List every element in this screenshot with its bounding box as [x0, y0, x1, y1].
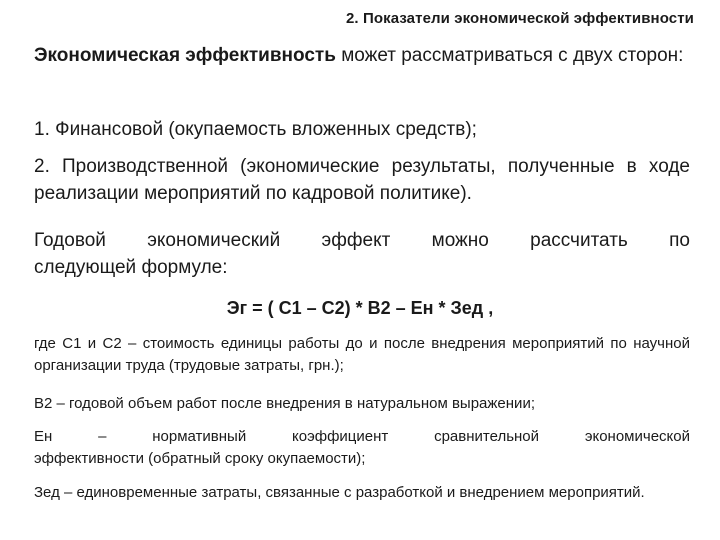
formula: Эг = ( С1 – С2) * В2 – Ен * Зед , — [226, 298, 494, 318]
definition-zed: Зед – единовременные затраты, связанные с разработкой и внедрением мероприятий. — [34, 484, 645, 501]
annual-effect-line2: следующей формуле: — [34, 257, 228, 278]
annual-effect-line1: Годовой экономический эффект можно рассчитать по — [34, 230, 690, 251]
item-production: 2. Производственной (экономические результаты, полученные в ходе реализации мероприятий по кадровой политике). — [34, 156, 690, 204]
definition-en-line1: Ен – нормативный коэффициент сравнительной экономической — [34, 428, 690, 445]
definition-en-line2: эффективности (обратный сроку окупаемости); — [34, 450, 366, 467]
definition-c1-c2: где С1 и С2 – стоимость единицы работы до и после внедрения мероприятий по научной организации труда (трудовые затраты, грн.); — [34, 335, 690, 374]
intro-term: Экономическая эффективность — [34, 45, 336, 66]
intro-paragraph — [34, 42, 690, 69]
item-financial: 1. Финансовой (окупаемость вложенных средств); — [34, 119, 477, 140]
intro-text: может рассматриваться с двух сторон: — [335, 45, 684, 66]
definition-b2: В2 – годовой объем работ после внедрения в натуральном выражении; — [34, 395, 535, 412]
slide-title: 2. Показатели экономической эффективности — [345, 10, 694, 27]
